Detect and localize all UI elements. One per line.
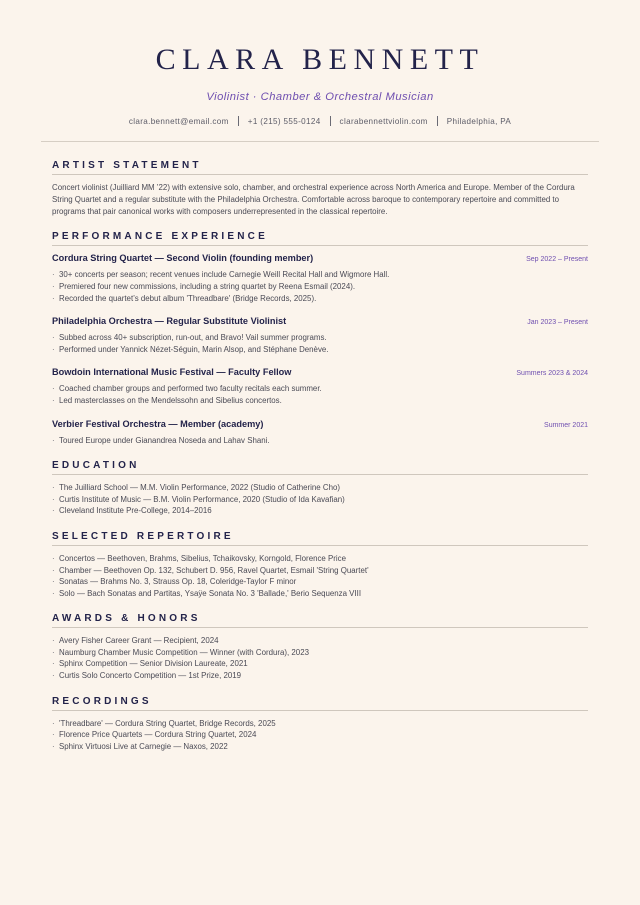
performance-experience-section — [52, 231, 588, 446]
education-section — [52, 460, 588, 517]
experience-title: Bowdoin International Music Festival — Faculty Fellow — [52, 367, 292, 378]
contact-location: Philadelphia, PA — [446, 116, 512, 126]
repertoire-section — [52, 531, 588, 599]
list-item: · Curtis Institute of Music — B.M. Violin Performance, 2020 (Studio of Ida Kavafian) — [52, 494, 588, 506]
contact-phone[interactable]: +1 (215) 555-0124 — [247, 116, 321, 126]
list-item: · Curtis Solo Concerto Competition — 1st Prize, 2019 — [52, 670, 588, 682]
list-item: · Toured Europe under Gianandrea Noseda and Lahav Shani. — [52, 435, 588, 447]
list-item: · Premiered four new commissions, including a string quartet by Reena Esmail (2024). — [52, 281, 588, 293]
experience-title: Verbier Festival Orchestra — Member (academy) — [52, 418, 264, 429]
experience-entry-header — [52, 419, 588, 429]
experience-entry-header — [52, 316, 588, 326]
awards-list — [52, 635, 588, 681]
experience-bullets — [52, 383, 588, 406]
contact-line — [0, 116, 640, 126]
list-item: · Avery Fisher Career Grant — Recipient, 2024 — [52, 635, 588, 647]
list-item: · Chamber — Beethoven Op. 132, Schubert D. 956, Ravel Quartet, Esmail 'String Quartet' — [52, 565, 588, 577]
experience-date: Sep 2022 – Present — [526, 256, 588, 264]
list-item: · 30+ concerts per season; recent venues include Carnegie Weill Recital Hall and Wigmore Hall. — [52, 269, 588, 281]
list-item: · Sphinx Virtuosi Live at Carnegie — Naxos, 2022 — [52, 741, 588, 753]
contact-email[interactable]: clara.bennett@email.com — [128, 116, 229, 126]
experience-entry-header — [52, 253, 588, 263]
list-item: · Cleveland Institute Pre-College, 2014–2016 — [52, 505, 588, 517]
contact-divider — [238, 116, 239, 126]
list-item: · Solo — Bach Sonatas and Partitas, Ysaÿe Sonata No. 3 'Ballade,' Berio Sequenza VIII — [52, 588, 588, 600]
experience-bullets — [52, 269, 588, 304]
list-item: · The Juilliard School — M.M. Violin Performance, 2022 (Studio of Catherine Cho) — [52, 482, 588, 494]
section-title: RECORDINGS — [52, 696, 588, 711]
list-item: · Performed under Yannick Nézet-Séguin, Marin Alsop, and Stéphane Denève. — [52, 344, 588, 356]
resume-body — [52, 160, 588, 766]
artist-statement-text: Concert violinist (Juilliard MM ’22) with extensive solo, chamber, and orchestral experience across North America and Europe. Member of the Cordura String Quartet and a regular substitute with the Philadelphia Orchestra. Comfortable across baroque to contemporary repertoire and committed to programs that pair canonical works with composers underrepresented in the classical repertoire. — [52, 183, 575, 216]
list-item: · Subbed across 40+ subscription, run-out, and Bravo! Vail summer programs. — [52, 332, 588, 344]
recordings-list — [52, 718, 588, 753]
list-item: · Naumburg Chamber Music Competition — Winner (with Cordura), 2023 — [52, 647, 588, 659]
recordings-section — [52, 696, 588, 753]
experience-date: Summer 2021 — [544, 421, 588, 429]
education-list — [52, 482, 588, 517]
contact-website[interactable]: clarabennettviolin.com — [339, 116, 428, 126]
experience-entry-header — [52, 367, 588, 377]
section-title: PERFORMANCE EXPERIENCE — [52, 231, 588, 246]
section-title: EDUCATION — [52, 460, 588, 475]
artist-statement-section — [52, 160, 588, 217]
list-item: · Led masterclasses on the Mendelssohn and Sibelius concertos. — [52, 395, 588, 407]
experience-title: Cordura String Quartet — Second Violin (founding member) — [52, 253, 314, 264]
list-item: · 'Threadbare' — Cordura String Quartet, Bridge Records, 2025 — [52, 718, 588, 730]
experience-entry — [52, 253, 588, 304]
repertoire-list — [52, 553, 588, 599]
list-item: · Concertos — Beethoven, Brahms, Sibelius, Tchaikovsky, Korngold, Florence Price — [52, 553, 588, 565]
experience-bullets — [52, 332, 588, 355]
experience-bullets — [52, 435, 588, 447]
experience-date: Jan 2023 – Present — [527, 319, 588, 327]
section-title: ARTIST STATEMENT — [52, 160, 588, 175]
list-item: · Sonatas — Brahms No. 3, Strauss Op. 18, Coleridge-Taylor F minor — [52, 576, 588, 588]
experience-entry — [52, 419, 588, 447]
section-title: AWARDS & HONORS — [52, 613, 588, 628]
resume-header — [0, 0, 640, 126]
list-item: · Recorded the quartet’s debut album 'Threadbare' (Bridge Records, 2025). — [52, 293, 588, 305]
list-item: · Florence Price Quartets — Cordura String Quartet, 2024 — [52, 729, 588, 741]
list-item: · Sphinx Competition — Senior Division Laureate, 2021 — [52, 658, 588, 670]
candidate-name: CLARA BENNETT — [155, 43, 485, 76]
experience-date: Summers 2023 & 2024 — [516, 370, 588, 378]
experience-entry — [52, 316, 588, 355]
list-item: · Coached chamber groups and performed two faculty recitals each summer. — [52, 383, 588, 395]
candidate-tagline: Violinist · Chamber & Orchestral Musician — [206, 91, 434, 103]
awards-section — [52, 613, 588, 681]
header-divider — [41, 141, 599, 142]
section-title: SELECTED REPERTOIRE — [52, 531, 588, 546]
contact-divider — [437, 116, 438, 126]
contact-divider — [330, 116, 331, 126]
experience-entry — [52, 367, 588, 406]
experience-title: Philadelphia Orchestra — Regular Substitute Violinist — [52, 316, 287, 327]
